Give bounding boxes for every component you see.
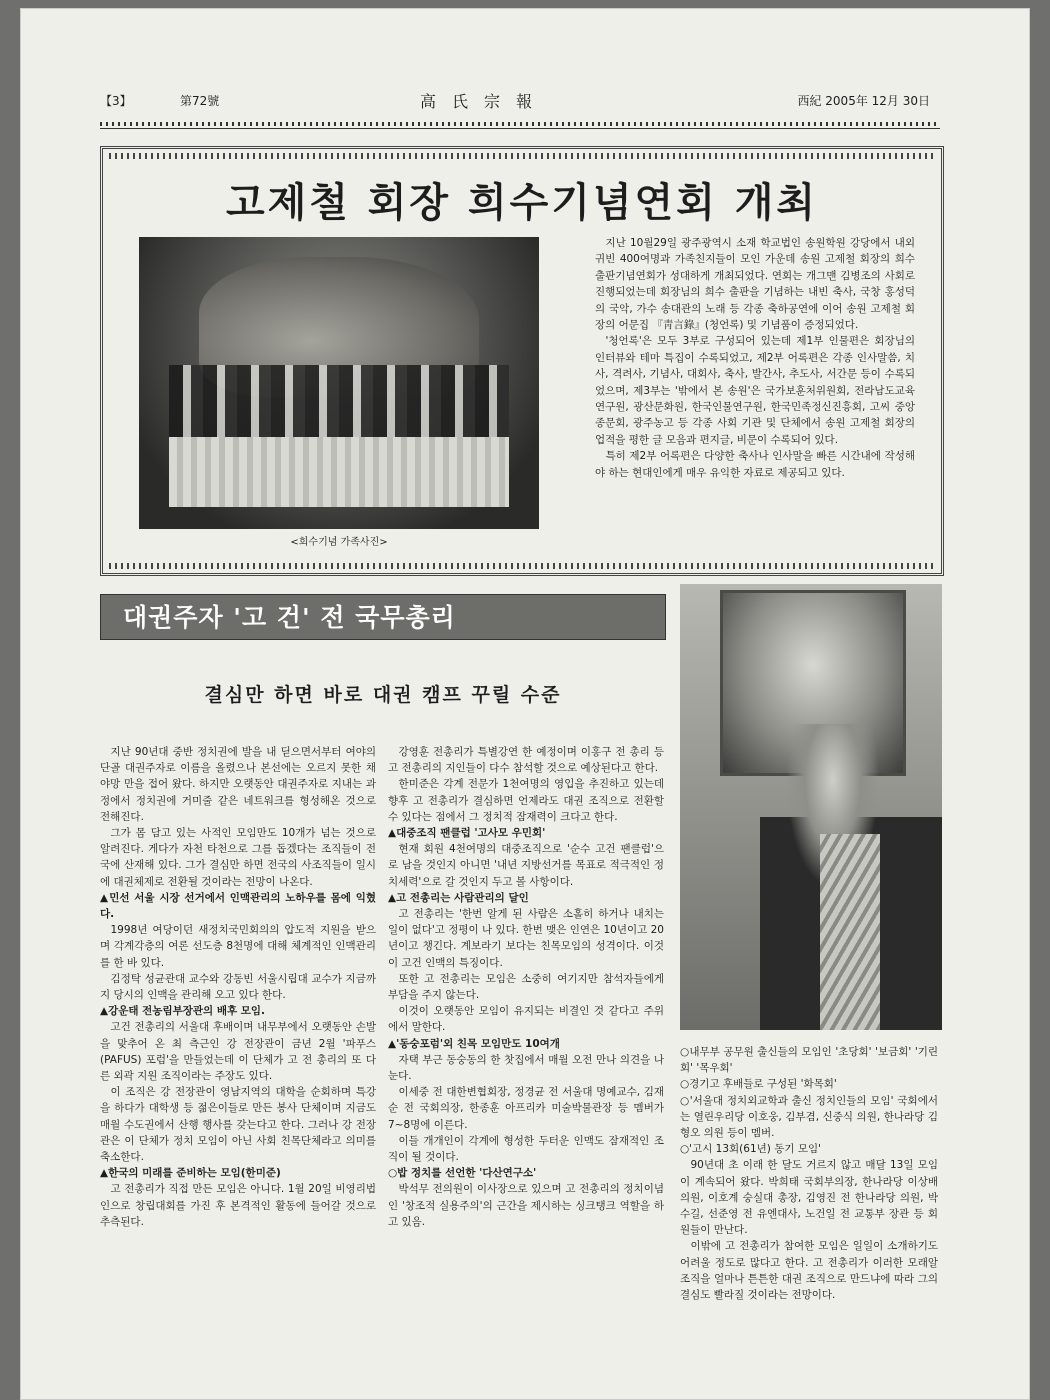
article2-paragraph: 한미준은 각계 전문가 1천여명의 영입을 추진하고 있는데 향후 고 전총리가 결심하면 언제라도 대권 조직으로 전환할 수 있다는 점에서 그 정치적 잠재력이 크다고 한다.	[388, 778, 664, 823]
header-border	[100, 122, 940, 130]
article2-section-heading: ▲'동숭포럼'외 친목 모임만도 10여개	[388, 1037, 560, 1050]
article2-section-heading: ○경기고 후배들로 구성된 '화목회'	[680, 1078, 837, 1091]
article2-section-heading: ▲대중조직 팬클럽 '고사모 우민회'	[388, 827, 546, 840]
article-birthday-box	[100, 146, 944, 576]
article1-paragraph: 특히 제2부 어록편은 다양한 축사나 인사말을 빠른 시간내에 작성해야 하는 현대인에게 매우 유익한 자료로 제공되고 있다.	[595, 450, 915, 479]
page-header	[100, 92, 940, 112]
article2-section-heading: ○밥 정치를 선언한 '다산연구소'	[388, 1167, 537, 1180]
box-bottom-border	[109, 563, 935, 569]
newspaper-title: 高氏宗報	[420, 92, 549, 111]
article2-paragraph: 1998년 여당이던 새정치국민회의의 압도적 지원을 받으며 각계각층의 여론 선도층 8천명에 대해 체계적인 인맥관리를 한 바 있다.	[100, 924, 376, 969]
issue-number: 第72號	[180, 94, 220, 108]
article2-section-heading: ○'고시 13회(61년) 동기 모임'	[680, 1143, 822, 1156]
photo-people	[169, 365, 509, 445]
family-photo	[139, 237, 539, 529]
article2-section-heading: ▲고 전총리는 사람관리의 달인	[388, 891, 529, 904]
article2-paragraph: 이밖에 고 전총리가 참여한 모임은 일일이 소개하기도 어려울 정도로 많다고 한다. 고 전총리가 이러한 모래알 조직을 얼마나 튼튼한 대권 조직으로 만드냐에 따라 그의 결심도 빨라질 것이라는 전망이다.	[680, 1240, 938, 1302]
article2-paragraph: 그가 몸 담고 있는 사적인 모임만도 10개가 넘는 것으로 알려진다. 게다가 자천 타천으로 그를 돕겠다는 조직들이 전국에 산재해 있다. 그가 결심만 하면 전국의 사조직들이 일시에 대권체제로 전환될 것이라는 전망이 나온다.	[100, 827, 376, 888]
box-top-border	[109, 153, 935, 159]
portrait-photo	[680, 584, 942, 1030]
article2-paragraph: 자택 부근 동숭동의 한 찻집에서 매월 오전 만나 의견을 나눈다.	[388, 1053, 664, 1083]
article2-paragraph: 이세중 전 대한변협회장, 정경균 전 서울대 명예교수, 김재순 전 국회의장, 한종훈 아프리카 미술박물관장 등 멤버가 7~8명에 이른다.	[388, 1086, 664, 1131]
article2-paragraph: 이것이 오랫동안 모임이 유지되는 비결인 것 같다고 주위에서 말한다.	[388, 1005, 664, 1034]
article2-paragraph: 고 전총리가 직접 만든 모임은 아니다. 1월 20일 비영리법인으로 창립대회를 가진 후 본격적인 활동에 들어갈 것으로 추측된다.	[100, 1183, 376, 1228]
article1-paragraph: '청언록'은 모두 3부로 구성되어 있는데 제1부 인물편은 회장님의 인터뷰와 테마 특집이 수록되었고, 제2부 어록편은 각종 인사말씀, 치사, 격려사, 기념사, 대회사, 축사, 발간사, 추도사, 서간문 등이 수록되었으며, 제3부는 '밖에서 본 송원'은 국가보훈처위원회, 전라남도교육연구원, 광산문화원, 한국인물연구원, 한국민족정신진흥회, 고씨 중앙종문회, 광주농고 등 각종 사회 기관 및 단체에서 송원 고제철 회장의 업적을 평한 글 모음과 편지글, 비문이 수록되어 있다.	[595, 335, 915, 446]
article2-paragraph: 이 조직은 강 전장관이 영남지역의 대학을 순회하며 특강을 하다가 대학생 등 젊은이들로 만든 봉사 단체이며 지금도 매월 수도권에서 산행 행사를 갖는다고 한다. 그러나 강 전장관은 이 단체가 정치 모임이 아닌 사회 친목단체라고 의미를 축소한다.	[100, 1086, 376, 1164]
article2-banner: 대권주자 '고 건' 전 국무총리	[100, 594, 666, 640]
article2-section-heading: ▲민선 서울 시장 선거에서 인맥관리의 노하우를 몸에 익혔다.	[100, 891, 376, 921]
article2-paragraph: 박석무 전의원이 이사장으로 있으며 고 전총리의 정치이념인 '창조적 실용주의'의 근간을 제시하는 싱크탱크 역할을 하고 있음.	[388, 1183, 664, 1228]
article2-section-heading: ○'서울대 정치외교학과 출신 정치인들의 모임' 국회에서는 열린우리당 이호웅, 김부겸, 신중식 의원, 한나라당 김형오 의원 등이 멤버.	[680, 1094, 938, 1140]
article2-paragraph: 지난 90년대 중반 정치권에 발을 내 딛으면서부터 여야의 단골 대권주자로 이름을 올렸으나 본선에는 오르지 못한 채 야망 만을 접어 왔다. 하지만 오랫동안 대권주자로 지내는 과정에서 정치권에 거미줄 같은 네트워크를 형성해온 것으로 전해진다.	[100, 746, 376, 823]
article2-paragraph: 90년대 초 이래 한 달도 거르지 않고 매달 13일 모임이 계속되어 왔다. 박희태 국회부의장, 한나라당 이상배 의원, 이호계 숭실대 총장, 김영진 전 한나라당 의원, 박수길, 선준영 전 유엔대사, 노건일 전 교통부 장관 등 회원들이 만난다.	[680, 1159, 938, 1237]
article2-paragraph: 강영훈 전총리가 특별강연 한 예정이며 이홍구 전 총리 등 고 전총리의 지인들이 다수 참석할 것으로 예상된다고 한다.	[388, 746, 664, 775]
photo-stage	[169, 437, 509, 507]
issue-date: 西紀 2005年 12月 30日	[797, 94, 930, 108]
article2-section-heading: ▲한국의 미래를 준비하는 모임(한미준)	[100, 1167, 281, 1180]
headline-birthday: 고제철 회장 희수기념연회 개최	[225, 180, 819, 226]
article1-paragraph: 지난 10월29일 광주광역시 소재 학교법인 송원학원 강당에서 내외 귀빈 400여명과 가족친지들이 모인 가운데 송원 고제철 회장의 희수 출판기념연회가 성대하게 개최되었다. 연회는 개그맨 김병조의 사회로 진행되었는데 회장님의 희수 출판을 기념하는 내빈 축사, 국창 홍성덕의 국악, 가수 송대관의 노래 등 각종 축하공연에 이어 송원 고제철 회장의 어문집 『靑言錄』(청언록) 및 기념품이 증정되었다.	[595, 237, 915, 332]
article2-paragraph: 이들 개개인이 각계에 형성한 두터운 인맥도 잠재적인 조직이 될 것이다.	[388, 1134, 664, 1164]
article2-paragraph: 김정탁 성균관대 교수와 강동빈 서울시립대 교수가 지금까지 당시의 인맥을 관리해 오고 있다 한다.	[100, 972, 376, 1002]
page-number: 【3】	[100, 94, 132, 108]
article2-section-heading: ▲강운태 전농림부장관의 배후 모임.	[100, 1005, 266, 1018]
article2-column-1	[100, 744, 376, 1230]
article2-paragraph: 고 전총리는 '한번 알게 된 사람은 소홀히 하거나 내치는 일이 없다'고 정평이 나 있다. 한번 맺은 인연은 10년이고 20년이고 챙긴다. 계보라기 보다는 친목모임의 성격이다. 이것이 고건 인맥의 특징이다.	[388, 908, 664, 969]
article2-subhead: 결심만 하면 바로 대권 캠프 꾸릴 수준	[204, 684, 562, 706]
article2-paragraph: 고건 전총리의 서울대 후배이며 내무부에서 오랫동안 손발을 맞추어 온 최 측근인 강 전장관이 금년 2월 '파푸스(PAFUS) 포럼'을 만들었는데 이 단체가 고 전 총리의 또 다른 외곽 지원 조직이라는 주장도 있다.	[100, 1021, 376, 1083]
article2-paragraph: 또한 고 전총리는 모임은 소중히 여기지만 참석자들에게 부담을 주지 않는다.	[388, 972, 664, 1002]
article2-column-3	[680, 1044, 938, 1303]
striped-tie	[820, 834, 880, 1030]
article1-body	[595, 235, 915, 481]
photo-caption: <희수기념 가족사진>	[290, 537, 388, 548]
article2-section-heading: ○내무부 공무원 출신들의 모임인 '초당회' '보금회' '기린회' '목우회'	[680, 1046, 938, 1075]
article2-paragraph: 현재 회원 4천여명의 대중조직으로 '순수 고건 팬클럽'으로 남을 것인지 아니면 '내년 지방선거를 목표로 적극적인 정치세력'으로 갈 것인지 두고 볼 사항이다.	[388, 843, 664, 888]
article2-column-2	[388, 744, 664, 1230]
